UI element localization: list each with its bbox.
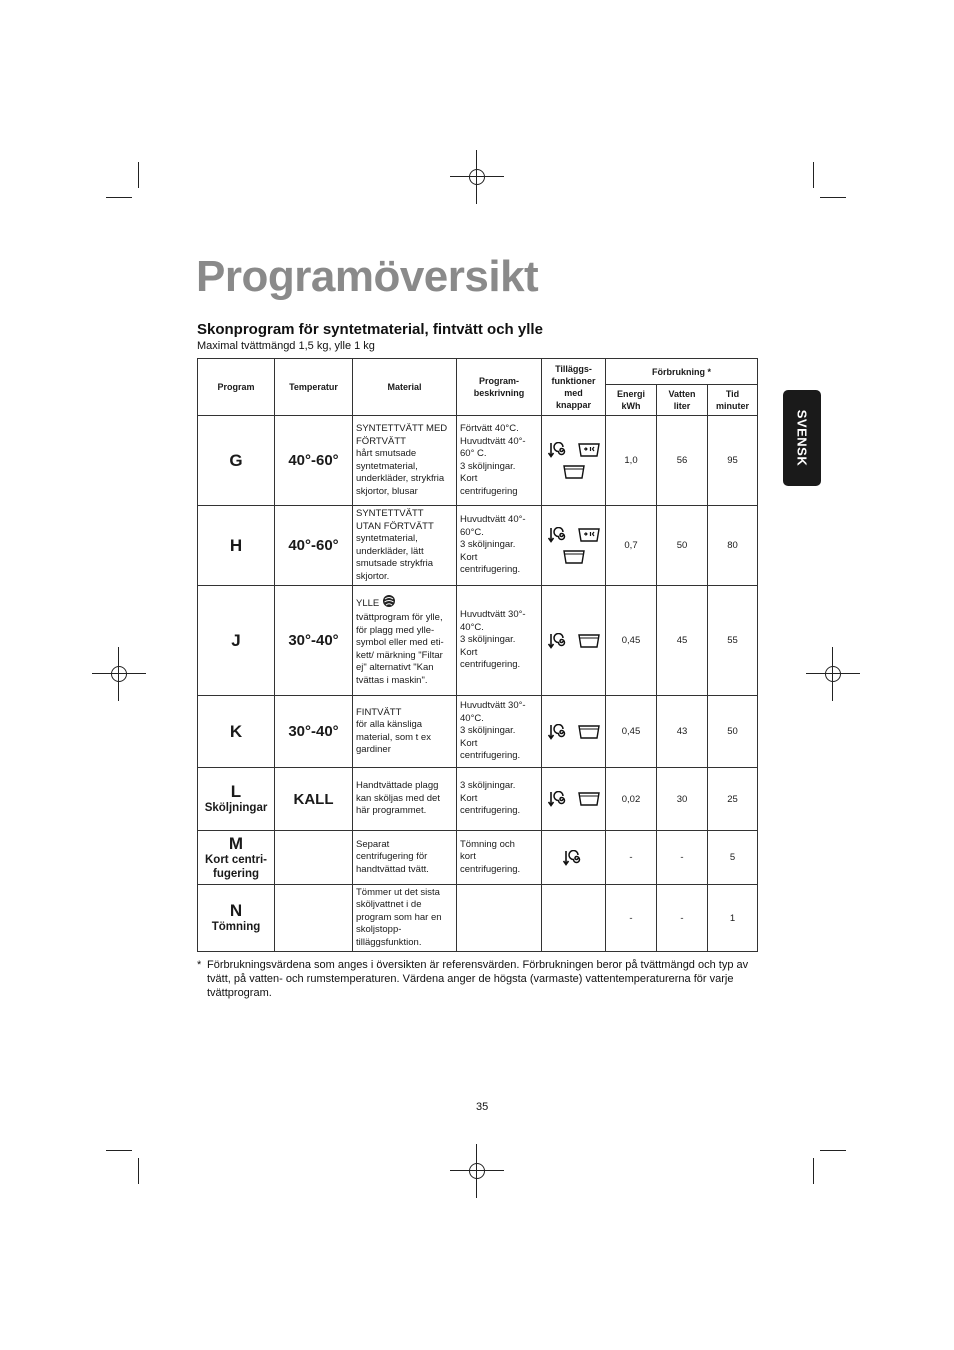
language-tab	[783, 390, 821, 486]
tub-icon	[563, 549, 585, 565]
tub-icon	[563, 464, 585, 480]
crop-mark	[813, 162, 814, 188]
description-line: Tömning och	[460, 838, 515, 850]
spin-reduce-icon	[563, 850, 585, 866]
description-line: Kort	[460, 737, 478, 749]
function-icon-row	[542, 788, 605, 810]
page-number: 35	[476, 1101, 489, 1113]
energy-cell: -	[606, 831, 657, 885]
temperature-cell: KALL	[275, 768, 353, 831]
time-cell: 80	[708, 506, 758, 586]
page-title: Programöversikt	[196, 252, 539, 301]
material-line: SYNTETTVÄTT	[356, 508, 424, 519]
program-table	[197, 358, 758, 952]
material-line: hårt smutsade	[356, 448, 417, 459]
table-row	[198, 768, 758, 831]
language-tab-label: SVENSK	[794, 409, 810, 467]
program-cell	[198, 768, 275, 831]
description-cell	[457, 696, 542, 768]
water-cell: 56	[657, 416, 708, 506]
section-subtitle: Maximal tvättmängd 1,5 kg, ylle 1 kg	[197, 340, 375, 352]
program-letter: N	[229, 901, 243, 920]
program-name: Tömning	[211, 921, 261, 933]
functions-cell	[542, 696, 606, 768]
program-cell	[198, 416, 275, 506]
crop-mark	[106, 197, 132, 198]
description-cell	[457, 416, 542, 506]
energy-cell: 0,02	[606, 768, 657, 831]
temperature-cell: 40°-60°	[275, 506, 353, 586]
material-line: FÖRTVÄTT	[356, 435, 406, 447]
description-cell	[457, 885, 542, 952]
water-cell: 50	[657, 506, 708, 586]
material-line: här programmet.	[356, 805, 427, 817]
functions-cell	[542, 768, 606, 831]
material-cell	[353, 506, 457, 586]
material-line: gardiner	[356, 744, 391, 755]
material-line: skjortor.	[356, 570, 390, 582]
description-line: centrifugering.	[460, 863, 521, 875]
section-title: Skonprogram för syntetmaterial, fintvätt och ylle	[197, 321, 543, 338]
time-cell: 5	[708, 831, 758, 885]
temperature-cell: 30°-40°	[275, 586, 353, 696]
table-row	[198, 416, 758, 506]
tub-icon	[578, 633, 600, 649]
crop-mark	[820, 1150, 846, 1151]
time-cell: 95	[708, 416, 758, 506]
program-letter: L	[230, 782, 242, 801]
program-rows	[198, 416, 758, 952]
material-line: skjortor, blusar	[356, 485, 418, 497]
header-energy: Energi kWh	[606, 385, 657, 416]
material-line: kan sköljas med det	[356, 792, 440, 804]
rinse-hold-icon	[578, 527, 600, 543]
energy-cell: -	[606, 885, 657, 952]
time-cell: 50	[708, 696, 758, 768]
material-line: kett/ märkning "Filtar	[356, 649, 443, 661]
registration-mark-left	[104, 659, 134, 689]
table-row	[198, 696, 758, 768]
description-line: kort	[460, 851, 476, 863]
temperature-cell	[275, 885, 353, 952]
material-line: sköljvattnet i de	[356, 899, 422, 911]
wool-ball-icon	[382, 594, 396, 613]
description-cell	[457, 506, 542, 586]
temperature-cell	[275, 831, 353, 885]
water-cell: -	[657, 885, 708, 952]
header-time: Tid minuter	[708, 385, 758, 416]
description-line: 60° C.	[460, 448, 487, 459]
program-cell	[198, 885, 275, 952]
registration-mark-top	[462, 162, 492, 192]
temperature-cell: 30°-40°	[275, 696, 353, 768]
crop-mark	[138, 162, 139, 188]
registration-mark-bottom	[462, 1156, 492, 1186]
description-line: 3 sköljningar.	[460, 539, 516, 551]
description-line: Huvudtvätt 40°-	[460, 435, 526, 447]
energy-cell: 0,45	[606, 696, 657, 768]
program-name: Sköljningar	[204, 802, 268, 814]
footnote-text: Förbrukningsvärdena som anges i översikten är referensvärden. Förbrukningen beror på tvättmängd och typ av tvätt, på vatten- och rumstemperaturen. Värdena anger de högsta (varmaste) vattentemperaturerna för varje tvättprogram.	[207, 959, 749, 999]
description-line: centrifugering.	[460, 659, 521, 671]
crop-mark	[813, 1158, 814, 1184]
description-line: Kort	[460, 551, 478, 563]
energy-cell: 1,0	[606, 416, 657, 506]
material-line: SYNTETTVÄTT MED	[356, 423, 448, 434]
program-cell	[198, 506, 275, 586]
material-line: Separat	[356, 838, 390, 850]
material-line: UTAN FÖRTVÄTT	[356, 520, 434, 532]
crop-mark	[106, 1150, 132, 1151]
material-line: tvättas i maskin".	[356, 674, 428, 686]
temperature-cell: 40°-60°	[275, 416, 353, 506]
energy-cell: 0,7	[606, 506, 657, 586]
water-cell: 30	[657, 768, 708, 831]
description-line: Huvudtvätt 40°-	[460, 514, 526, 526]
description-line: centrifugering	[460, 485, 518, 497]
material-cell	[353, 768, 457, 831]
time-cell: 25	[708, 768, 758, 831]
function-icon-row	[542, 546, 605, 568]
material-line: material, som t ex	[356, 731, 431, 743]
time-cell: 1	[708, 885, 758, 952]
rinse-hold-icon	[578, 442, 600, 458]
functions-cell	[542, 586, 606, 696]
water-cell: 45	[657, 586, 708, 696]
description-cell	[457, 831, 542, 885]
time-cell: 55	[708, 586, 758, 696]
material-line: Handtvättade plagg	[356, 780, 439, 792]
description-line: Huvudtvätt 30°-	[460, 609, 526, 621]
functions-cell	[542, 885, 606, 952]
program-cell	[198, 696, 275, 768]
tub-icon	[578, 724, 600, 740]
material-line: smutsade strykfria	[356, 558, 434, 569]
functions-cell	[542, 831, 606, 885]
function-icon-row	[542, 630, 605, 652]
material-cell	[353, 831, 457, 885]
material-line: tvättprogram för ylle,	[356, 612, 443, 624]
description-line: 3 sköljningar.	[460, 460, 516, 472]
description-line: Kort	[460, 646, 478, 658]
description-line: Huvudtvätt 30°-	[460, 700, 526, 712]
function-icon-row	[542, 461, 605, 483]
description-line: Kort	[460, 473, 478, 484]
program-letter: G	[229, 450, 243, 470]
header-material: Material	[353, 359, 457, 416]
material-line: underkläder, lätt	[356, 545, 424, 557]
table-row	[198, 885, 758, 952]
function-icon-row	[542, 439, 605, 461]
crop-mark	[820, 197, 846, 198]
crop-mark	[138, 1158, 139, 1184]
material-line: skoljstopp-	[356, 924, 402, 936]
description-line: Kort	[460, 792, 478, 804]
header-description: Program- beskrivning	[457, 359, 542, 416]
description-line: 40°C.	[460, 621, 484, 633]
program-cell	[198, 831, 275, 885]
header-water: Vatten liter	[657, 385, 708, 416]
spin-reduce-icon	[548, 442, 570, 458]
footnote-marker: *	[197, 959, 202, 971]
table-row	[198, 831, 758, 885]
material-line: tilläggsfunktion.	[356, 936, 422, 948]
material-cell	[353, 885, 457, 952]
material-line: för alla känsliga	[356, 719, 423, 730]
material-line: syntetmaterial,	[356, 533, 418, 544]
material-cell	[353, 696, 457, 768]
program-letter: H	[229, 535, 243, 555]
header-program: Program	[198, 359, 275, 416]
functions-cell	[542, 506, 606, 586]
spin-reduce-icon	[548, 527, 570, 543]
description-line: 60°C.	[460, 526, 484, 538]
description-cell	[457, 586, 542, 696]
material-line: underkläder, strykfria	[356, 473, 445, 484]
function-icon-row	[542, 847, 605, 869]
material-line: program som har en	[356, 911, 442, 923]
material-line: symbol eller med eti-	[356, 637, 444, 649]
function-icon-row	[542, 721, 605, 743]
description-line: centrifugering.	[460, 750, 521, 762]
program-letter: M	[228, 833, 244, 853]
spin-reduce-icon	[548, 791, 570, 807]
function-icon-row	[542, 524, 605, 546]
registration-mark-right	[818, 659, 848, 689]
header-functions: Tilläggs- funktioner med knappar	[542, 359, 606, 416]
description-cell	[457, 768, 542, 831]
material-cell	[353, 586, 457, 696]
table-row	[198, 586, 758, 696]
material-line: handtvättad tvätt.	[356, 863, 429, 875]
material-line: centrifugering för	[356, 851, 428, 863]
description-line: 3 sköljningar.	[460, 725, 516, 737]
description-line: 40°C.	[460, 712, 484, 724]
header-temperature: Temperatur	[275, 359, 353, 416]
material-line: FINTVÄTT	[356, 706, 402, 718]
footnote	[197, 958, 762, 1000]
water-cell: -	[657, 831, 708, 885]
description-line: 3 sköljningar.	[460, 780, 516, 792]
material-cell	[353, 416, 457, 506]
spin-reduce-icon	[548, 724, 570, 740]
water-cell: 43	[657, 696, 708, 768]
program-letter: K	[229, 721, 243, 741]
spin-reduce-icon	[548, 633, 570, 649]
table-row	[198, 506, 758, 586]
material-line: YLLE	[356, 597, 380, 609]
material-line: ej" alternativt "Kan	[356, 662, 434, 674]
program-letter: J	[231, 630, 241, 650]
tub-icon	[578, 791, 600, 807]
material-line: syntetmaterial,	[356, 460, 418, 472]
description-line: centrifugering.	[460, 805, 521, 817]
program-name: Kort centri-	[205, 853, 267, 866]
header-consumption: Förbrukning *	[606, 359, 758, 385]
program-cell	[198, 586, 275, 696]
energy-cell: 0,45	[606, 586, 657, 696]
description-line: Förtvätt 40°C.	[460, 423, 519, 434]
description-line: 3 sköljningar.	[460, 634, 516, 646]
program-name-cont: fugering	[213, 867, 259, 880]
functions-cell	[542, 416, 606, 506]
material-line: för plagg med ylle-	[356, 624, 435, 636]
material-line: Tömmer ut det sista	[356, 886, 440, 898]
description-line: centrifugering.	[460, 564, 521, 576]
